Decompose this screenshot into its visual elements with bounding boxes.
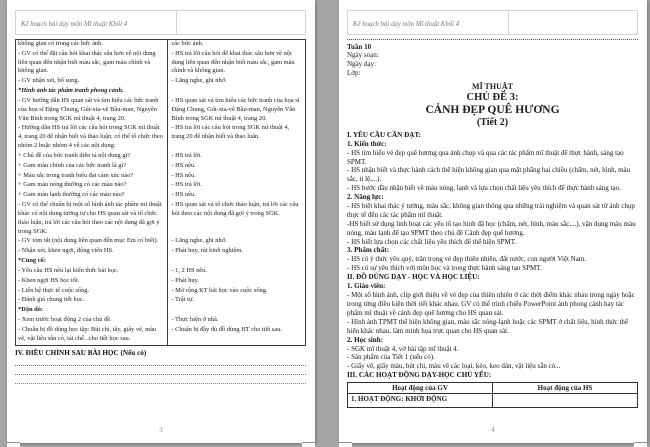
activities-table — [347, 382, 638, 408]
hs-activity-cell — [168, 87, 306, 97]
page-number: 4 — [491, 426, 495, 434]
table-row — [16, 247, 306, 257]
hs-activity-cell — [168, 201, 306, 237]
gv-activity-cell — [16, 201, 168, 237]
body-line: 3. Phẩm chất: — [347, 246, 389, 255]
table-row — [16, 201, 306, 237]
body-line: 1. Kiến thức: — [347, 139, 387, 148]
running-header-cell — [16, 11, 177, 34]
gv-activity-text: - Đánh giá chung tiết học. — [18, 296, 85, 304]
body-line: - HS có sự yêu thích với môn học và trong thực hành sáng tạo SPMT. — [347, 264, 542, 273]
gv-activity-cell — [16, 77, 168, 87]
table-row — [16, 237, 306, 247]
body-line: - SGK mĩ thuật 4, vở bài tập mĩ thuật 4. — [347, 344, 459, 353]
body-line: - Giấy vẽ, giấy màu, bút chì, màu vẽ các loại, kéo, keo dán, vật liệu sẵn có... — [347, 362, 561, 371]
hs-activity-text: - HS nêu. — [171, 171, 196, 179]
gv-activity-text: - GV hướng dẫn HS quan sát và tìm hiểu các bức tranh của họa sĩ Đặng Chung, Gút-xta-vê Bầu-man, Nguyễn Văn Bình trong SGK mĩ thuật 4, trang 20. — [18, 96, 159, 122]
gv-activity-text: *Củng cố: — [18, 257, 46, 265]
hs-activity-text: - Trật tự. — [171, 296, 194, 304]
gv-activity-text: *Dặn dò: — [18, 306, 44, 314]
page-right-content — [339, 0, 647, 443]
meta-lines — [347, 51, 638, 79]
body-line: - Một số hình ảnh, clip giới thiệu về vẻ đẹp của thiên nhiên ở các thời điểm khác nhau trong ngày hoặc trong từng điều kiện thời tiết khác nhau. GV có thể trình chiếu PowerPoint ảnh phong cảnh hay tác phẩm mĩ thuật về cảnh đẹp quê hương cho HS quan sát. — [347, 291, 635, 317]
next-page-corner — [302, 442, 315, 447]
hs-activity-text: - HS nêu. — [171, 161, 196, 169]
body-line: - HS có ý thức yêu quý, trân trọng vẻ đẹp thiên nhiên, đất nước, con người Việt Nam. — [347, 255, 587, 264]
hs-activity-text: các bức ảnh. — [171, 40, 204, 47]
dotted-line — [15, 366, 306, 375]
gv-activity-text: - Nhận xét, khen ngợi, động viên HS. — [18, 247, 114, 255]
hs-activity-text: - HS trả lời các câu hỏi trong SGK mĩ thuật 4, trang 20 để nhận biết và thảo luận. — [171, 124, 290, 141]
hs-activity-text: - Phát huy. — [171, 276, 199, 284]
hs-activity-text: - Lắng nghe, ghi nhớ. — [171, 237, 227, 245]
gv-activity-cell — [16, 181, 168, 191]
hs-activity-cell — [168, 162, 306, 172]
gv-activity-cell — [16, 296, 168, 306]
table-row — [348, 394, 638, 408]
hs-activity-cell — [168, 316, 306, 326]
subject-title: MĨ THUẬT — [472, 81, 513, 91]
hs-activity-cell — [168, 306, 306, 316]
running-header — [347, 10, 638, 35]
hs-activity-text: - Thực hiện ở nhà. — [171, 316, 219, 324]
body-line: - Sản phẩm của Tiết 1 (nếu có). — [347, 353, 435, 362]
meta-line: Ngày soạn: — [347, 51, 379, 59]
gv-activity-cell — [16, 50, 168, 77]
table-row — [16, 87, 306, 97]
activities-table-continued — [15, 39, 306, 346]
body-line: 2. Năng lực: — [347, 193, 384, 202]
dotted-line — [15, 375, 306, 384]
lesson-number: (Tiết 2) — [476, 116, 509, 128]
body-line: - HS nhận biết và thực hành cách thể hiện không gian qua mặt phẳng hai chiều (chấm, nét, hình, màu sắc, tỉ lệ,...). — [347, 166, 631, 184]
hs-activity-text: - Chuẩn bị đầy đủ đồ dùng HT cho tiết sau. — [171, 325, 282, 333]
body-line: I. YÊU CẦU CẦN ĐẠT: — [347, 130, 421, 139]
hs-activity-cell — [168, 296, 306, 306]
hs-column-header: Hoạt động của HS — [493, 383, 638, 394]
hs-activity-cell — [168, 40, 306, 50]
hs-activity-cell — [168, 172, 306, 182]
week-label: Tuần 10 — [347, 43, 372, 51]
body-line: - Hình ảnh TPMT thể hiện không gian, màu sắc nóng-lạnh hoặc các SPMT ở chất liệu, hình thức thể hiện khác nhau, làm minh họa trực quan cho HS quan sát. — [347, 317, 629, 335]
hs-activity-cell — [168, 152, 306, 162]
body-line: - HS biết khai thác ý tưởng, màu sắc, không gian thông qua những trải nghiệm và quan sát từ ảnh chụp thực tế đến các tác phẩm mĩ thuật. — [347, 202, 635, 219]
table-row — [16, 316, 306, 326]
table-row — [16, 152, 306, 162]
gv-activity-text: *Hình ảnh tác phẩm tranh phong cảnh. — [18, 87, 124, 95]
table-row — [16, 77, 306, 87]
next-page-corner — [7, 442, 20, 447]
page-left-content — [7, 0, 315, 443]
gv-activity-text: + Gam màu chính của các bức tranh là gì? — [18, 161, 127, 169]
gv-activity-cell — [16, 277, 168, 287]
table-row — [16, 287, 306, 297]
gv-activity-text: - Hướng dẫn HS trả lời các câu hỏi trong SGK mĩ thuật 4, trang 20 để nhận biết và thảo luận, có thể tổ chức theo nhóm 2 hoặc nhóm 4 về các nội dung: — [18, 124, 163, 150]
gv-activity-text: + Chủ đề của bức tranh diễn tả nội dung gì? — [18, 151, 131, 159]
gv-activity-text: + Màu sắc trong tranh biểu đạt cảm xúc nào? — [18, 171, 134, 179]
gv-activity-text: - GV nhận xét, bổ sung. — [18, 77, 80, 85]
hs-activity-text: - HS quan sát và tìm hiểu các bức tranh của họa sĩ Đặng Chung, Gút-xta-vê Bầu-man, Nguyễn Văn Bình trong SGK mĩ thuật 4, trang 20. — [171, 96, 300, 122]
table-row — [16, 257, 306, 267]
table-row — [16, 124, 306, 151]
hs-activity-cell — [168, 124, 306, 151]
hs-activity-text: - 1, 2 HS nêu. — [171, 266, 207, 274]
next-page-corner — [339, 442, 352, 447]
gv-activity-cell — [16, 287, 168, 297]
running-header-text: Kế hoạch bài dạy môn Mĩ thuật Khối 4 — [353, 21, 460, 28]
gv-activity-text: - Khen ngợi HS học tốt. — [18, 276, 80, 284]
hs-activity-text: - Phát huy, rút kinh nghiệm. — [171, 247, 243, 255]
body-line: - HS biết lựa chọn các chất liệu yêu thích để thể hiện SPMT. — [347, 237, 517, 246]
gv-activity-text: - Xem trước hoạt động 2 của chủ đề. — [18, 316, 112, 324]
hs-activity-cell — [168, 257, 306, 267]
activity-1-title-cell: 1. HOẠT ĐỘNG: KHỞI ĐỘNG — [348, 394, 493, 408]
hs-activity-cell — [168, 77, 306, 87]
gv-activity-cell — [16, 97, 168, 124]
body-line: - HS tìm hiểu vẻ đẹp quê hương qua ảnh chụp và qua các tác phẩm mĩ thuật để thực hành, sáng tạo SPMT. — [347, 148, 624, 166]
table-row — [16, 162, 306, 172]
next-page-corner — [634, 442, 647, 447]
table-row — [16, 306, 306, 316]
gv-activity-cell — [16, 237, 168, 247]
gv-activity-text: - GV có thể chuẩn bị một số hình ảnh tác phẩm mĩ thuật khác có nội dung tương tự cho HS quan sát và tổ chức thảo luận, trả lời các câu hỏi theo các nội dung đã gợi ý trong SGK. — [18, 201, 162, 235]
running-header-empty-cell — [509, 11, 637, 34]
table-row — [16, 267, 306, 277]
running-header-cell — [348, 11, 509, 34]
dotted-line — [15, 357, 306, 366]
activity-1-hs-cell — [493, 394, 638, 408]
hs-activity-cell — [168, 277, 306, 287]
hs-activity-cell — [168, 237, 306, 247]
gv-activity-cell — [16, 152, 168, 162]
gv-activity-cell — [16, 257, 168, 267]
gv-activity-cell — [16, 124, 168, 151]
table-row — [16, 326, 306, 345]
gv-activity-text: - Liên hệ thực tế cuộc sống. — [18, 286, 90, 294]
gv-activity-text: - GV có thể đặt câu hỏi khai thác sâu hơn về nội dung liên quan đến nhận biết màu sắc, gam màu chính và không gian. — [18, 49, 156, 75]
running-header-text: Kế hoạch bài dạy môn Mĩ thuật Khối 4 — [21, 21, 128, 28]
gv-activity-cell — [16, 306, 168, 316]
body-line: 2. Học sinh: — [347, 335, 384, 344]
gv-activity-cell — [16, 172, 168, 182]
page-number: 3 — [159, 426, 163, 434]
table-row — [16, 277, 306, 287]
table-row — [16, 97, 306, 124]
lesson-body — [347, 131, 638, 381]
hs-activity-cell — [168, 191, 306, 201]
hs-activity-text: - HS nêu. — [171, 191, 196, 199]
gv-column-header: Hoạt động của GV — [348, 383, 493, 394]
hs-activity-cell — [168, 267, 306, 277]
body-line: - HS bước đầu nhận biết về màu nóng, lạnh và lựa chọn chất liệu yêu thích để thực hành sáng tạo. — [347, 184, 621, 193]
gv-activity-cell — [16, 326, 168, 345]
table-row — [16, 50, 306, 77]
gv-activity-cell — [16, 247, 168, 257]
hs-activity-cell — [168, 97, 306, 124]
page-left — [7, 0, 315, 443]
gv-activity-text: - Yêu cầu HS nêu lại kiến thức bài học. — [18, 266, 119, 274]
body-line: II. ĐỒ DÙNG DẠY - HỌC VÀ HỌC LIỆU: — [347, 273, 480, 282]
gv-activity-text: + Gam màu lạnh thường có các màu nào? — [18, 191, 125, 199]
table-row — [16, 40, 306, 50]
activities-table-header-row — [348, 383, 638, 394]
gv-activity-cell — [16, 40, 168, 50]
gv-activity-text: không gian có trong các bức ảnh. — [18, 40, 103, 47]
hs-activity-text: - HS trả lời. — [171, 181, 202, 189]
hs-activity-text: - Mở rộng KT bài học vào cuộc sống. — [171, 286, 268, 294]
page-right — [339, 0, 647, 443]
gv-activity-text: - Chuẩn bị đồ dùng học tập: Bút chì, tẩy, giấy vẽ, màu vẽ, vật liệu sẵn có, tái chế...cho tiết học sau. — [18, 325, 157, 342]
hs-activity-cell — [168, 181, 306, 191]
hs-activity-cell — [168, 326, 306, 345]
meta-line: Ngày dạy: — [347, 60, 376, 69]
gv-activity-cell — [16, 267, 168, 277]
hs-activity-text: - HS trả lời. — [171, 151, 202, 159]
body-line: 1. Giáo viên: — [347, 282, 386, 291]
dotted-separator — [347, 35, 638, 40]
theme-title: CẢNH ĐẸP QUÊ HƯƠNG — [425, 103, 560, 116]
activities-table-body — [16, 40, 306, 346]
gv-activity-cell — [16, 316, 168, 326]
gv-activity-text: - GV tóm tắt (nội dung liên quan đến mục Em có biết). — [18, 237, 159, 245]
table-row — [16, 296, 306, 306]
running-header — [15, 10, 306, 35]
section-iv-heading: IV. ĐIỀU CHỈNH SAU BÀI HỌC (Nếu có) — [15, 348, 147, 357]
gv-activity-cell — [16, 162, 168, 172]
body-line: III. CÁC HOẠT ĐỘNG DẠY-HỌC CHỦ YẾU: — [347, 371, 492, 380]
meta-line: Lớp: — [347, 69, 361, 78]
hs-activity-cell — [168, 50, 306, 77]
running-header-empty-cell — [177, 11, 305, 34]
hs-activity-text: - HS quan sát và tổ chức thảo luận, trả lời các câu hỏi theo các nội dung đã gợi ý trong SGK. — [171, 201, 299, 217]
hs-activity-cell — [168, 247, 306, 257]
gv-activity-cell — [16, 87, 168, 97]
table-row — [16, 172, 306, 182]
gv-activity-text: + Gam màu nóng thường có các màu nào? — [18, 181, 127, 189]
body-line: -HS biết sử dụng linh hoạt các yếu tố tạo hình đã học (chấm, nét, hình, màu sắc,...), vận dụng màu màu nóng, màu lạnh để tạo SPMT theo chủ đề Cảnh đẹp quê hương. — [347, 219, 636, 237]
table-row — [16, 181, 306, 191]
gv-activity-cell — [16, 191, 168, 201]
hs-activity-text: - HS trả lời câu hỏi để khai thác sâu hơn về nội dung liên quan đến nhận biết màu sắc, gam màu chính và không gian. — [171, 49, 295, 75]
theme-number: CHỦ ĐỀ 3: — [466, 91, 519, 103]
hs-activity-text: - Lắng nghe, ghi nhớ. — [171, 77, 227, 85]
hs-activity-cell — [168, 287, 306, 297]
table-row — [16, 191, 306, 201]
